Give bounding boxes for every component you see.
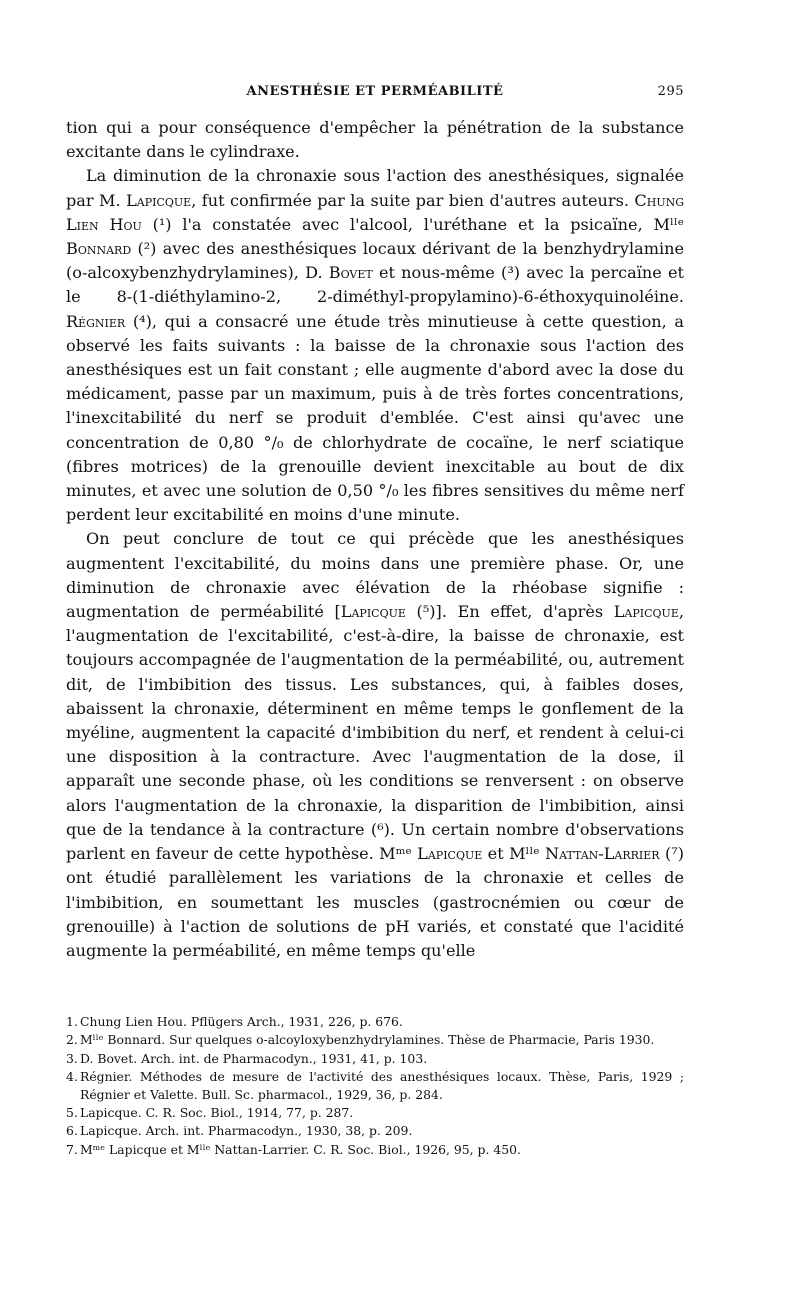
footnote-number: 1. bbox=[66, 1014, 78, 1030]
running-header bbox=[66, 82, 684, 106]
footnote-text: Mᵐᵉ Lapicque et Mˡˡᵉ Nattan-Larrier. C. R. Soc. Biol., 1926, 95, p. 450. bbox=[80, 1141, 521, 1157]
footnote-text: Chung Lien Hou. Pflügers Arch., 1931, 226, p. 676. bbox=[80, 1014, 403, 1030]
author-name: Lapicque bbox=[417, 844, 483, 864]
author-name: Lapicque bbox=[340, 602, 406, 622]
author-name: Régnier bbox=[66, 311, 126, 331]
footnote-number: 3. bbox=[66, 1050, 78, 1066]
text-run: et nous-même (³) avec la percaïne et le 8-(1-diéthylamino-2, 2-diméthyl-propylamino)-6-éthoxyquinoléine. bbox=[66, 263, 684, 307]
author-name: Lapicque bbox=[613, 602, 679, 622]
author-name: Nattan-Larrier bbox=[545, 844, 660, 864]
text-run: On peut conclure de tout ce qui précède que les anesthésiques augmentent l'excitabilité, du moins dans une première phase. Or, une diminution de chronaxie avec élévation de la rhéobase signifie : augmentation de perméabilité [ bbox=[66, 529, 684, 622]
footnote-text: Lapicque. C. R. Soc. Biol., 1914, 77, p. 287. bbox=[80, 1105, 354, 1121]
author-name: Bonnard bbox=[66, 239, 132, 259]
text-run: , fut confirmée par la suite par bien d'autres auteurs. bbox=[191, 190, 635, 210]
footnotes bbox=[66, 1013, 684, 1159]
author-name: Bovet bbox=[328, 263, 373, 283]
footnote-text: Mˡˡᵉ Bonnard. Sur quelques o-alcoyloxybenzhydrylamines. Thèse de Pharmacie, Paris 1930. bbox=[80, 1032, 655, 1048]
footnote bbox=[66, 1050, 684, 1068]
footnote-number: 7. bbox=[66, 1141, 78, 1157]
footnote bbox=[66, 1104, 684, 1122]
footnote-number: 5. bbox=[66, 1105, 78, 1121]
author-name: Lapicque bbox=[126, 190, 192, 210]
text-run: (²) avec des anesthésiques locaux dérivant de la benzhydrylamine (o-alcoxybenzhydrylamines), D. bbox=[66, 239, 684, 283]
paragraph-2 bbox=[66, 164, 684, 527]
text-run: (⁴), qui a consacré une étude très minutieuse à cette question, a observé les faits suivants : la baisse de la chronaxie sous l'action des anesthésiques est un fait constant ; elle augmente d'abord avec la dose du médicament, passe par un maximum, puis à de très fortes concentrations, l'inexcitabilité du nerf se produit d'emblée. C'est ainsi qu'avec une concentration de 0,80 °/₀ de chlorhydrate de cocaïne, le nerf sciatique (fibres motrices) de la grenouille devient inexcitable au bout de dix minutes, et avec une solution de 0,50 °/₀ les fibres sensitives du même nerf perdent leur excitabilité en moins d'une minute. bbox=[66, 311, 684, 525]
text-run: , l'augmentation de l'excitabilité, c'est-à-dire, la baisse de chronaxie, est toujours accompagnée de l'augmentation de la perméabilité, ou, autrement dit, de l'imbibition des tissus. Les substances, qui, à faibles doses, abaissent la chronaxie, déterminent en même temps le gonflement de la myéline, augmentent la capacité d'imbibition du nerf, et rendent à celui-ci une disposition à la contracture. Avec l'augmentation de la dose, il apparaît une seconde phase, où les conditions se renversent : on observe alors l'augmentation de la chronaxie, la disparition de l'imbibition, ainsi que de la tendance à la contracture (⁶). Un certain nombre d'observations parlent en faveur de cette hypothèse. Mᵐᵉ bbox=[66, 602, 684, 864]
body-text bbox=[66, 116, 684, 963]
footnote-number: 2. bbox=[66, 1032, 78, 1048]
footnote bbox=[66, 1013, 684, 1031]
author-name: Chung Lien Hou bbox=[66, 190, 684, 234]
footnote bbox=[66, 1031, 684, 1049]
footnote-number: 4. bbox=[66, 1068, 78, 1084]
footnote-number: 6. bbox=[66, 1123, 78, 1139]
text-run: (⁷) ont étudié parallèlement les variations de la chronaxie et celles de l'imbibition, en soumettant les muscles (gastrocnémien ou cœur de grenouille) à l'action de solutions de pH variés, et constaté que l'acidité augmente la perméabilité, en même temps qu'elle bbox=[66, 844, 684, 960]
paragraph-1: tion qui a pour conséquence d'empêcher la pénétration de la substance excitante dans le cylindraxe. bbox=[66, 118, 684, 162]
page-number: 295 bbox=[657, 84, 684, 99]
footnote-text: Lapicque. Arch. int. Pharmacodyn., 1930, 38, p. 209. bbox=[80, 1123, 413, 1139]
footnote bbox=[66, 1122, 684, 1140]
paragraph-3 bbox=[66, 527, 684, 963]
text-run: La diminution de la chronaxie sous l'action des anesthésiques, signalée par M. bbox=[66, 166, 684, 210]
text-run: et Mˡˡᵉ bbox=[482, 844, 546, 864]
document-page bbox=[66, 82, 684, 1159]
footnote-text: D. Bovet. Arch. int. de Pharmacodyn., 1931, 41, p. 103. bbox=[80, 1050, 428, 1066]
footnote-text: Régnier. Méthodes de mesure de l'activité des anesthésiques locaux. Thèse, Paris, 1929 ; Régnier et Valette. Bull. Sc. pharmacol., 1929, 36, p. 284. bbox=[80, 1068, 684, 1102]
running-title: ANESTHÉSIE ET PERMÉABILITÉ bbox=[246, 84, 504, 99]
footnote bbox=[66, 1141, 684, 1159]
text-run: (⁵)]. En effet, d'après bbox=[405, 602, 614, 622]
footnote bbox=[66, 1068, 684, 1104]
text-run: (¹) l'a constatée avec l'alcool, l'uréthane et la psicaïne, Mˡˡᵉ bbox=[141, 214, 684, 234]
